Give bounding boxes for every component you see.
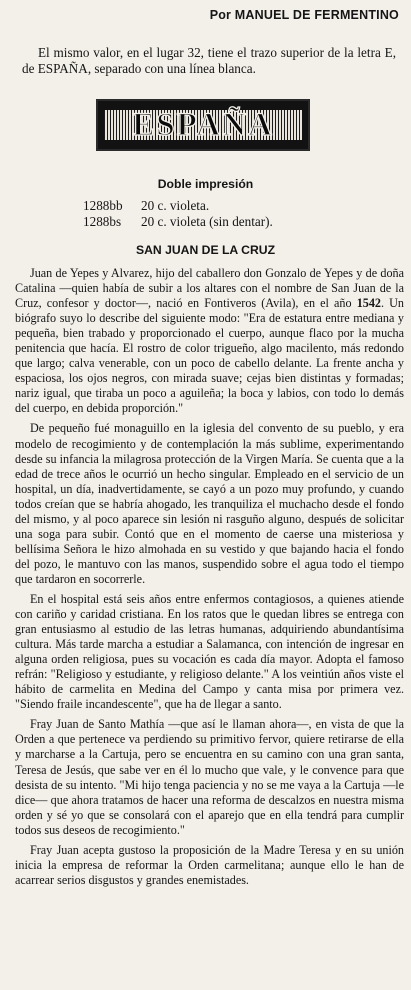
article-paragraph bbox=[15, 266, 404, 416]
author-byline: Por MANUEL DE FERMENTINO bbox=[209, 8, 399, 22]
article-paragraph: De pequeño fué monaguillo en la iglesia del convento de su pueblo, y era modelo de recogimiento y de contemplación la más sublime, experimentando desde su infancia la milagrosa protección de la Virgen María. Se cuenta que a la edad de trece años le ocurrió un hecho singular. Empleado en el servicio de un hospital, un día, inadvertidamente, se cayó a un pozo muy profundo, y cuando todos creían que se habría ahogado, les tranquiliza el muchacho desde el fondo del mismo, y al poco aparece sin lesión ni rasguño alguno, después de solicitar una soga para subir. Contó que en el momento de caerse una misteriosa y bellísima Señora le hizo almohada en su vestido y que bajando hacia el fondo del pozo, le mantuvo con las manos, suspendido sobre el agua todo el tiempo que tardaron en socorrerle. bbox=[15, 421, 404, 586]
variety-code: 1288bb bbox=[83, 198, 123, 213]
paragraph-text: . Un biógrafo suyo lo describe del siguiente modo: "Era de estatura entre mediana y pequeña, bien trabado y proporcionado el cuerpo, aunque flaco por la mucha penitencia que hacía. El rostro de color trigueño, algo macilento, más redondo que largo; calva venerable, con un poco de cabello delante. La frente ancha y espaciosa, los ojos negros, con mirada suave; cejas bien distintas y formadas; nariz igual, que tiraba un poco a aguileña; la boca y labios, con todo lo demás del cuerpo, en debida proporción." bbox=[15, 296, 404, 416]
variety-description: 20 c. violeta (sin dentar). bbox=[141, 214, 273, 229]
article-body bbox=[15, 266, 404, 893]
variety-code: 1288bs bbox=[83, 214, 122, 229]
birth-year: 1542 bbox=[356, 296, 381, 311]
double-print-heading: Doble impresión bbox=[157, 177, 254, 191]
stamp-text: ESPAÑA bbox=[132, 106, 274, 143]
variety-row bbox=[83, 214, 273, 230]
article-title: SAN JUAN DE LA CRUZ bbox=[135, 243, 276, 257]
stamp-overprint-image bbox=[96, 99, 310, 151]
lead-paragraph: El mismo valor, en el lugar 32, tiene el trazo superior de la letra E, de ESPAÑA, separado con una línea blanca. bbox=[22, 45, 396, 76]
article-paragraph: En el hospital está seis años entre enfermos contagiosos, a quienes atiende con cariño y caridad cristiana. En los ratos que le quedan libres se entrega con gran entusiasmo al estudio de las letras humanas, adquiriendo abundantísima cultura. Más tarde marcha a estudiar a Salamanca, con intención de ingresar en alguna orden religiosa, pues su vocación es cada día mayor. Adopta el famoso refrán: "Religioso y estudiante, y religioso delante." A los veintiún años viste el hábito de carmelita en Medina del Campo y canta misa por primera vez. "Siendo fraile incandescente", que ha de llegar a santo. bbox=[15, 591, 404, 712]
article-paragraph: Fray Juan acepta gustoso la proposición de la Madre Teresa y en su unión inicia la empresa de reformar la Orden carmelitana; aunque ello le han de acarrear serios disgustos y grandes enemistades. bbox=[15, 842, 404, 887]
variety-row bbox=[83, 198, 209, 214]
variety-description: 20 c. violeta. bbox=[141, 198, 210, 213]
article-paragraph: Fray Juan de Santo Mathía —que así le llaman ahora—, en vista de que la Orden a que pertenece va perdiendo su primitivo fervor, quiere retirarse de ella y marcharse a la Cartuja, pero se encuentra en su camino con una gran santa, Teresa de Jesús, que sabe ver en él lo mucho que vale, y le convence para que desista de su intento. "Mi hijo tenga paciencia y no se me vaya a la Cartuja —le dice— que ahora tratamos de hacer una reforma de descalzos en nuestra misma orden y sé yo que se consolará con el aparejo que en ella tendrá para cumplir todos sus deseos de recogimiento." bbox=[15, 717, 404, 837]
paragraph-text: Juan de Yepes y Alvarez, hijo del caballero don Gonzalo de Yepes y de doña Catalina —quien había de subir a los altares con el nombre de San Juan de la Cruz, confesor y doctor—, nació en Fontiveros (Avila), en el año bbox=[15, 266, 404, 311]
